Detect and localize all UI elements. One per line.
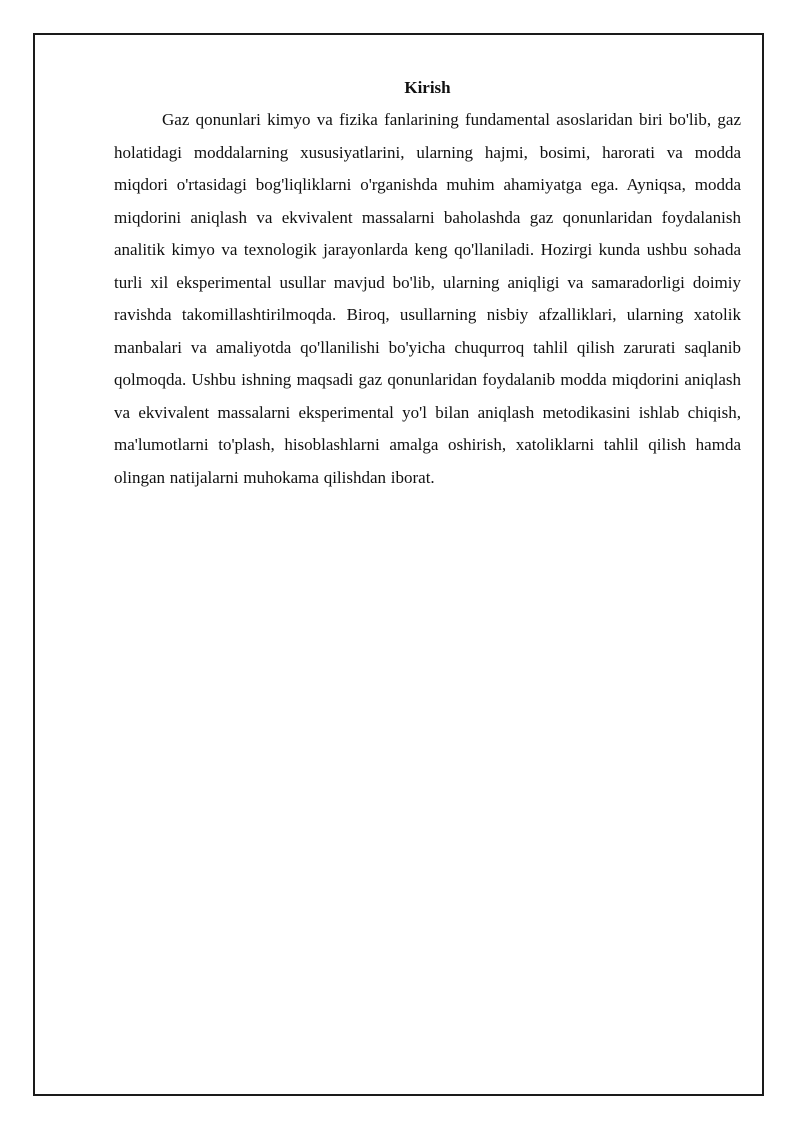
intro-paragraph: Gaz qonunlari kimyo va fizika fanlarining fundamental asoslaridan biri bo'lib, gaz holatidagi moddalarning xususiyatlarini, ularning hajmi, bosimi, harorati va modda miqdori o'rtasidagi bog'liqliklarni o'rganishda muhim ahamiyatga ega. Ayniqsa, modda miqdorini aniqlash va ekvivalent massalarni baholashda gaz qonunlaridan foydalanish analitik kimyo va texnologik jarayonlarda keng qo'llaniladi. Hozirgi kunda ushbu sohada turli xil eksperimental usullar mavjud bo'lib, ularning aniqligi va samaradorligi doimiy ravishda takomillashtirilmoqda. Biroq, usullarning nisbiy afzalliklari, ularning xatolik manbalari va amaliyotda qo'llanilishi bo'yicha chuqurroq tahlil qilish zarurati saqlanib qolmoqda. Ushbu ishning maqsadi gaz qonunlaridan foydalanib modda miqdorini aniqlash va ekvivalent massalarni eksperimental yo'l bilan aniqlash metodikasini ishlab chiqish, ma'lumotlarni to'plash, hisoblashlarni amalga oshirish, xatoliklarni tahlil qilish hamda olingan natijalarni muhokama qilishdan iborat. xyxy=(114,110,741,487)
document-title: Kirish xyxy=(404,78,451,97)
document-body xyxy=(114,76,741,494)
